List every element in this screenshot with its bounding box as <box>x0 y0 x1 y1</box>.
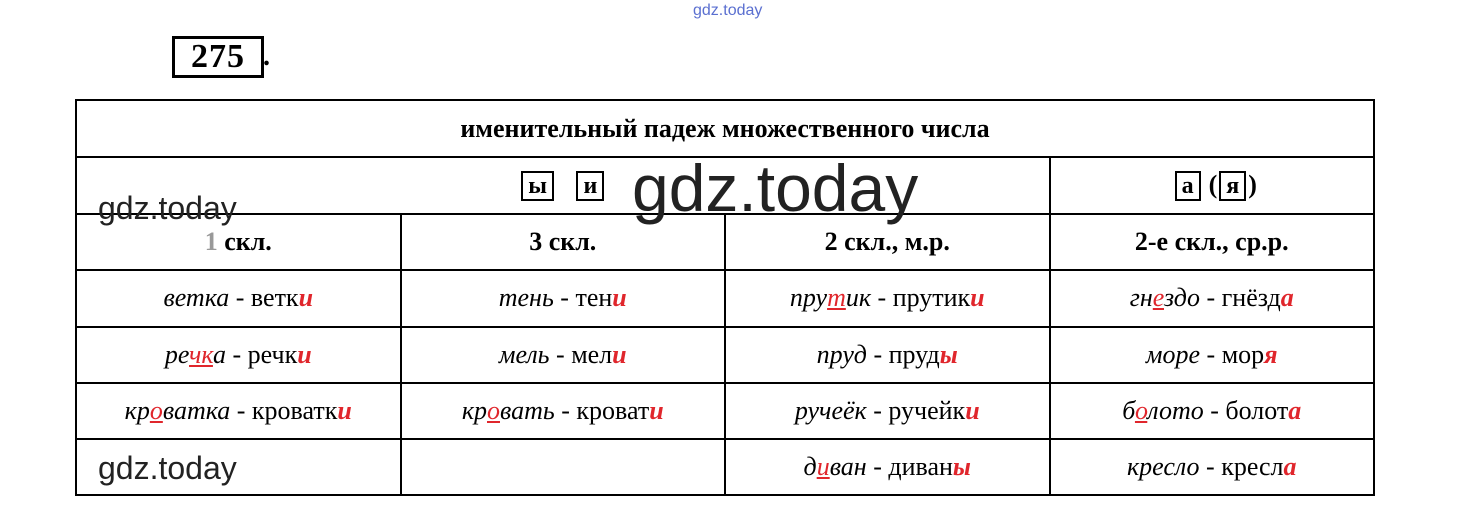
table-cell <box>1050 327 1375 383</box>
word-plural-stem: мел <box>571 339 613 369</box>
word-singular-start: ручеёк <box>794 395 867 425</box>
word-plural-stem: ручейк <box>888 395 966 425</box>
dash: - <box>225 339 248 369</box>
word-plural-stem: кроватк <box>251 395 338 425</box>
table-cell <box>1050 439 1375 495</box>
col-header-3-text: скл. <box>542 227 597 257</box>
dash: - <box>229 283 251 313</box>
word-plural-ending: и <box>649 395 664 425</box>
word-singular-start: море <box>1145 339 1201 369</box>
table-row <box>76 327 1374 383</box>
word-singular-rest: а <box>212 339 226 369</box>
word-singular-start: ре <box>164 339 190 369</box>
word-plural-ending: а <box>1288 395 1302 425</box>
table-cell <box>401 383 726 439</box>
col-header-3-num: 3 <box>529 227 543 257</box>
dash: - <box>230 395 252 425</box>
table-cell <box>1050 270 1375 326</box>
dash: - <box>871 283 893 313</box>
word-singular-highlight: чк <box>189 339 213 369</box>
word-singular-highlight: о <box>487 395 500 425</box>
word-singular-rest: ка <box>204 283 230 313</box>
word-singular-start: кр <box>124 395 150 425</box>
dash: - <box>866 339 889 369</box>
col-header-2n-text: скл., ср.р. <box>1168 227 1289 257</box>
col-header-2m-text: скл., м.р. <box>837 227 950 257</box>
endings-aya-cell <box>1050 157 1375 214</box>
word-singular-highlight: т <box>827 283 846 313</box>
col-header-1-text: скл. <box>217 227 272 257</box>
ending-box-a: а <box>1175 171 1201 201</box>
word-singular-rest: ван <box>829 451 867 481</box>
word-singular-start: кр <box>461 395 487 425</box>
word-plural-ending: и <box>298 283 314 313</box>
word-singular-start: вет <box>163 283 205 313</box>
col-header-1-num: 1 <box>204 227 218 257</box>
dash: - <box>1203 395 1226 425</box>
table-cell <box>401 270 726 326</box>
word-plural-stem: пруд <box>888 339 940 369</box>
word-singular-highlight: о <box>149 395 163 425</box>
word-singular-start: тень <box>498 283 554 313</box>
col-header-2n <box>1050 214 1375 270</box>
word-plural-ending: а <box>1280 283 1294 313</box>
word-plural-ending: я <box>1264 339 1278 369</box>
watermark-top: gdz.today <box>693 2 763 19</box>
col-header-2m-num: 2 <box>824 227 838 257</box>
paren-open: ( <box>1208 170 1218 200</box>
table-cell <box>725 439 1050 495</box>
table-cell <box>401 327 726 383</box>
watermark-bottom: gdz.today <box>98 450 237 486</box>
table-cell <box>725 383 1050 439</box>
table-row <box>76 270 1374 326</box>
dash: - <box>553 283 576 313</box>
word-singular-start: кресло <box>1126 451 1200 481</box>
word-plural-ending: и <box>612 283 627 313</box>
word-plural-stem: речк <box>247 339 298 369</box>
word-singular-start: мель <box>498 339 550 369</box>
table-cell <box>401 439 726 495</box>
word-plural-stem: прутик <box>892 283 971 313</box>
word-singular-rest: здо <box>1163 283 1200 313</box>
table-title: именительный падеж множественного числа <box>76 100 1374 157</box>
word-plural-ending: и <box>297 339 312 369</box>
dash: - <box>549 339 572 369</box>
word-plural-stem: кроват <box>576 395 650 425</box>
exercise-number <box>172 36 271 78</box>
dash: - <box>1199 451 1222 481</box>
table-cell <box>76 383 401 439</box>
word-plural-ending: ы <box>952 451 971 481</box>
word-singular-rest: вать <box>500 395 555 425</box>
dash: - <box>554 395 577 425</box>
col-header-2n-num: 2-е <box>1134 227 1169 257</box>
word-plural-stem: ветк <box>250 283 299 313</box>
word-singular-highlight: е <box>1152 283 1164 313</box>
word-plural-ending: и <box>965 395 980 425</box>
word-singular-start: б <box>1122 395 1135 425</box>
word-plural-stem: диван <box>888 451 953 481</box>
watermark-left: gdz.today <box>98 190 237 226</box>
ending-box-i: и <box>576 171 604 201</box>
word-singular-start: пру <box>789 283 828 313</box>
word-singular-rest: лото <box>1147 395 1204 425</box>
word-plural-ending: и <box>612 339 627 369</box>
word-plural-ending: и <box>970 283 985 313</box>
word-singular-start: гн <box>1129 283 1153 313</box>
table-cell <box>725 327 1050 383</box>
exercise-number-text: 275 <box>191 38 245 75</box>
ending-box-y: ы <box>521 171 554 201</box>
word-singular-highlight: и <box>816 451 830 481</box>
word-singular-rest: ик <box>845 283 872 313</box>
word-singular-highlight: о <box>1134 395 1148 425</box>
ending-box-ya: я <box>1219 171 1246 201</box>
dash: - <box>1200 339 1222 369</box>
word-plural-stem: кресл <box>1221 451 1284 481</box>
word-plural-stem: мор <box>1221 339 1265 369</box>
exercise-number-dot: . <box>263 41 271 72</box>
word-plural-stem: болот <box>1225 395 1289 425</box>
table-cell <box>76 327 401 383</box>
word-singular-rest: ватка <box>162 395 231 425</box>
dash: - <box>866 451 889 481</box>
word-plural-stem: тен <box>575 283 613 313</box>
table-cell <box>725 270 1050 326</box>
word-plural-ending: ы <box>939 339 958 369</box>
word-plural-ending: и <box>337 395 352 425</box>
dash: - <box>866 395 889 425</box>
dash: - <box>1199 283 1222 313</box>
word-plural-stem: гнёзд <box>1221 283 1281 313</box>
word-singular-start: пруд <box>816 339 867 369</box>
word-singular-start: д <box>803 451 817 481</box>
watermark-big: gdz.today <box>632 151 919 225</box>
table-cell <box>1050 383 1375 439</box>
paren-close: ) <box>1248 170 1257 200</box>
table-cell <box>76 270 401 326</box>
table-row <box>76 383 1374 439</box>
word-plural-ending: а <box>1283 451 1297 481</box>
table-row <box>76 439 1374 495</box>
